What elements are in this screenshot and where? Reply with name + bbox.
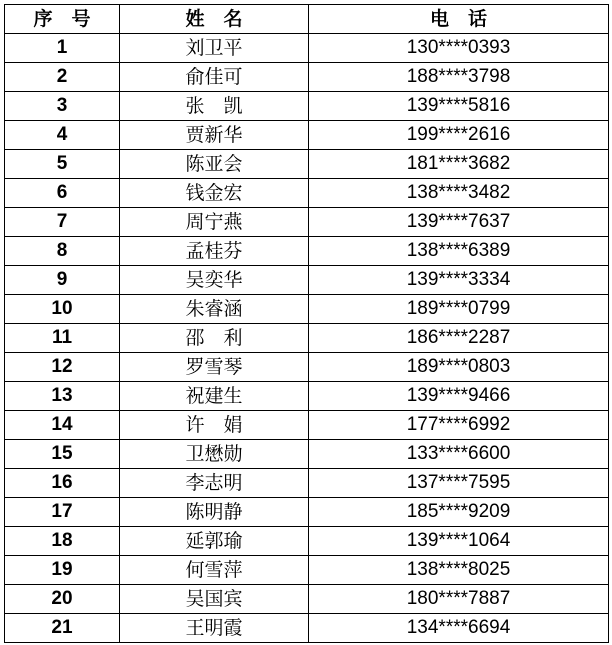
table-row [5,63,609,92]
row-name-cell: 张 凯 [120,92,309,121]
table-row [5,411,609,440]
header-index: 序 号 [5,5,120,34]
row-name-cell: 王明霞 [120,614,309,643]
row-index-cell: 13 [5,382,120,411]
row-index-cell: 3 [5,92,120,121]
row-name-cell: 朱睿涵 [120,295,309,324]
row-phone-cell: 138****8025 [309,556,609,585]
row-phone-cell: 138****6389 [309,237,609,266]
table-row [5,614,609,643]
row-index-cell: 10 [5,295,120,324]
row-phone-cell: 199****2616 [309,121,609,150]
row-index-cell: 9 [5,266,120,295]
table-row [5,266,609,295]
row-name-cell: 钱金宏 [120,179,309,208]
table-row [5,92,609,121]
table-row [5,469,609,498]
table-row [5,179,609,208]
row-phone-cell: 188****3798 [309,63,609,92]
row-phone-cell: 189****0799 [309,295,609,324]
row-index-cell: 7 [5,208,120,237]
row-name-cell: 李志明 [120,469,309,498]
row-index-cell: 6 [5,179,120,208]
row-name-cell: 孟桂芬 [120,237,309,266]
row-index-cell: 15 [5,440,120,469]
table-row [5,382,609,411]
row-index-cell: 4 [5,121,120,150]
row-index-cell: 17 [5,498,120,527]
row-name-cell: 吴奕华 [120,266,309,295]
row-name-cell: 罗雪琴 [120,353,309,382]
row-phone-cell: 180****7887 [309,585,609,614]
row-index-cell: 5 [5,150,120,179]
row-name-cell: 邵 利 [120,324,309,353]
row-index-cell: 18 [5,527,120,556]
row-phone-cell: 139****3334 [309,266,609,295]
table-row [5,121,609,150]
table-row [5,237,609,266]
table-row [5,150,609,179]
row-phone-cell: 185****9209 [309,498,609,527]
table-row [5,34,609,63]
header-row [5,5,609,34]
row-index-cell: 1 [5,34,120,63]
row-phone-cell: 139****9466 [309,382,609,411]
row-phone-cell: 138****3482 [309,179,609,208]
table-row [5,295,609,324]
table-row [5,527,609,556]
row-name-cell: 周宁燕 [120,208,309,237]
row-phone-cell: 139****5816 [309,92,609,121]
row-phone-cell: 139****1064 [309,527,609,556]
row-phone-cell: 130****0393 [309,34,609,63]
row-index-cell: 8 [5,237,120,266]
row-phone-cell: 134****6694 [309,614,609,643]
table-row [5,585,609,614]
row-name-cell: 陈亚会 [120,150,309,179]
row-index-cell: 16 [5,469,120,498]
row-name-cell: 何雪萍 [120,556,309,585]
roster-sheet [4,4,608,641]
row-name-cell: 刘卫平 [120,34,309,63]
row-index-cell: 21 [5,614,120,643]
row-name-cell: 卫懋勋 [120,440,309,469]
row-name-cell: 吴国宾 [120,585,309,614]
row-name-cell: 祝建生 [120,382,309,411]
row-name-cell: 俞佳可 [120,63,309,92]
row-phone-cell: 186****2287 [309,324,609,353]
row-name-cell: 贾新华 [120,121,309,150]
row-name-cell: 许 娟 [120,411,309,440]
table-header [5,5,609,34]
row-phone-cell: 177****6992 [309,411,609,440]
row-phone-cell: 133****6600 [309,440,609,469]
row-index-cell: 11 [5,324,120,353]
row-index-cell: 12 [5,353,120,382]
header-phone: 电 话 [309,5,609,34]
row-index-cell: 14 [5,411,120,440]
row-name-cell: 延郭瑜 [120,527,309,556]
table-row [5,324,609,353]
row-phone-cell: 137****7595 [309,469,609,498]
row-phone-cell: 139****7637 [309,208,609,237]
roster-table [4,4,609,643]
table-row [5,556,609,585]
table-row [5,440,609,469]
row-index-cell: 2 [5,63,120,92]
table-row [5,208,609,237]
row-index-cell: 20 [5,585,120,614]
row-index-cell: 19 [5,556,120,585]
table-body [5,34,609,643]
row-name-cell: 陈明静 [120,498,309,527]
header-name: 姓 名 [120,5,309,34]
table-row [5,353,609,382]
table-row [5,498,609,527]
row-phone-cell: 181****3682 [309,150,609,179]
row-phone-cell: 189****0803 [309,353,609,382]
